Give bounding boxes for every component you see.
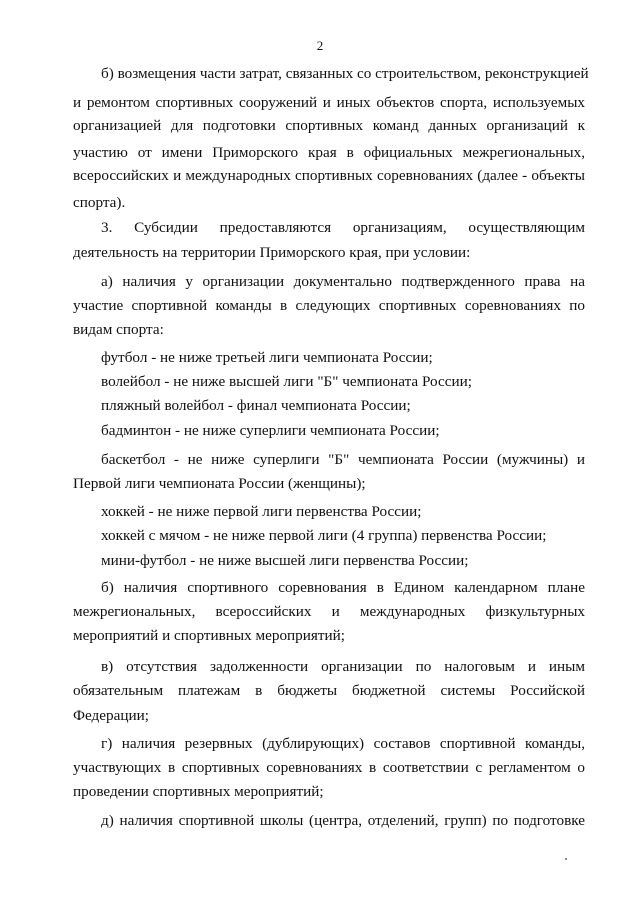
- scan-speck: [565, 858, 567, 860]
- text-line: проведении спортивных мероприятий;: [73, 783, 324, 800]
- text-line: баскетбол - не ниже суперлиги "Б" чемпионата России (мужчины) и: [101, 451, 585, 468]
- text-line: пляжный волейбол - финал чемпионата России;: [101, 397, 411, 414]
- text-line: б) возмещения части затрат, связанных со строительством, реконструкцией: [101, 65, 589, 82]
- text-line: б) наличия спортивного соревнования в Едином календарном плане: [101, 579, 585, 596]
- text-line: участие спортивной команды в следующих спортивных соревнованиях по: [73, 297, 585, 314]
- text-line: г) наличия резервных (дублирующих) составов спортивной команды,: [101, 735, 585, 752]
- text-line: волейбол - не ниже высшей лиги "Б" чемпионата России;: [101, 373, 472, 390]
- text-line: межрегиональных, всероссийских и международных физкультурных: [73, 603, 585, 620]
- text-line: деятельность на территории Приморского края, при условии:: [73, 244, 471, 261]
- text-line: участвующих в спортивных соревнованиях в соответствии с регламентом о: [73, 759, 585, 776]
- text-line: футбол - не ниже третьей лиги чемпионата России;: [101, 349, 433, 366]
- text-line: мероприятий и спортивных мероприятий;: [73, 627, 345, 644]
- text-line: в) отсутствия задолженности организации по налоговым и иным: [101, 658, 585, 675]
- text-line: всероссийских и международных спортивных соревнованиях (далее - объекты: [73, 167, 585, 184]
- text-line: бадминтон - не ниже суперлиги чемпионата России;: [101, 422, 440, 439]
- text-line: спорта).: [73, 194, 126, 211]
- text-line: видам спорта:: [73, 321, 164, 338]
- text-line: хоккей с мячом - не ниже первой лиги (4 группа) первенства России;: [101, 527, 547, 544]
- text-line: Федерации;: [73, 707, 149, 724]
- text-line: хоккей - не ниже первой лиги первенства России;: [101, 503, 422, 520]
- text-line: организацией для подготовки спортивных команд данных организаций к: [73, 117, 585, 134]
- text-line: обязательным платежам в бюджеты бюджетной системы Российской: [73, 682, 585, 699]
- text-line: мини-футбол - не ниже высшей лиги первенства России;: [101, 552, 469, 569]
- text-line: д) наличия спортивной школы (центра, отделений, групп) по подготовке: [101, 812, 585, 829]
- page-number: 2: [316, 38, 324, 53]
- text-line: 3. Субсидии предоставляются организациям, осуществляющим: [101, 219, 585, 236]
- text-line: а) наличия у организации документально подтвержденного права на: [101, 273, 585, 290]
- text-line: участию от имени Приморского края в официальных межрегиональных,: [73, 144, 585, 161]
- text-line: Первой лиги чемпионата России (женщины);: [73, 475, 366, 492]
- text-line: и ремонтом спортивных сооружений и иных объектов спорта, используемых: [73, 94, 585, 111]
